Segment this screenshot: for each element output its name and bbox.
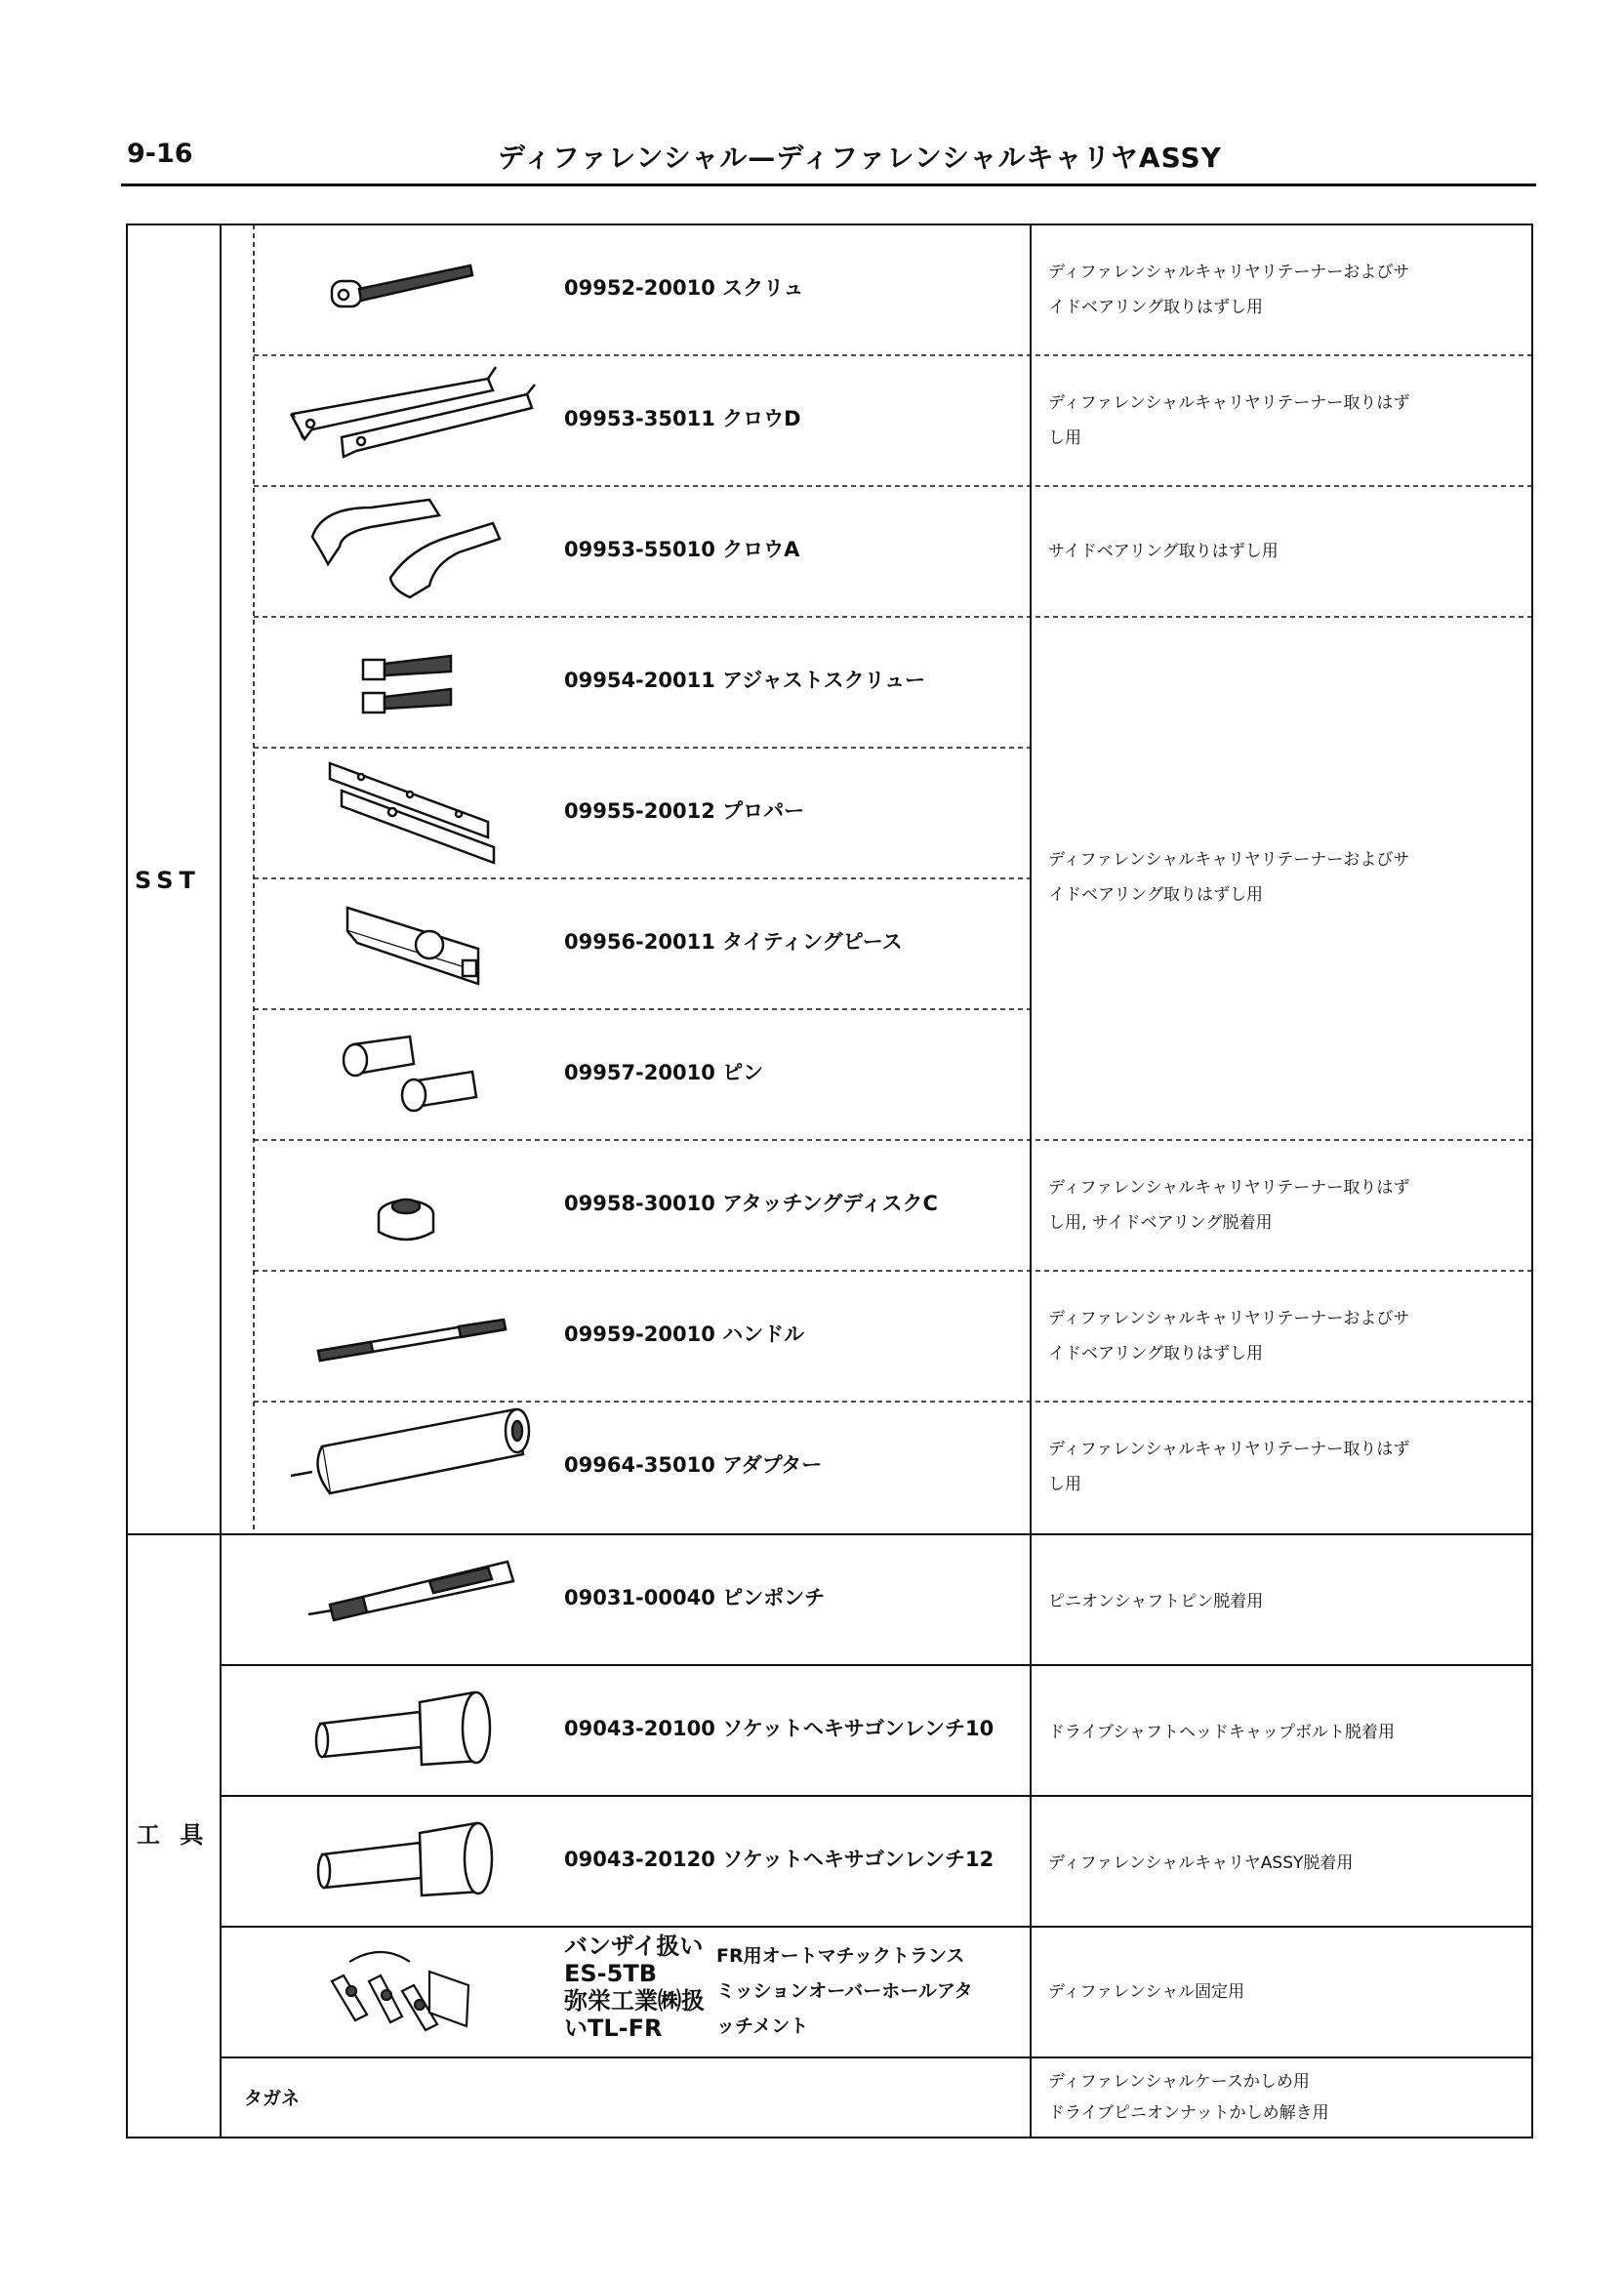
sst-code-6: 09957-20010 ピン: [564, 1061, 764, 1084]
sst-code-3: 09954-20011 アジャストスクリュー: [564, 669, 926, 692]
tightening-piece-icon: [347, 908, 478, 984]
socket-hex-wrench-icon-10: [316, 1692, 490, 1765]
pin-icon: [344, 1037, 476, 1111]
banzai-product-line2: ミッションオーバーホールアタ: [716, 1980, 973, 2002]
sst-code-9: 09964-35010 アダプター: [564, 1453, 823, 1477]
tool-code-1: 09043-20100 ソケットヘキサゴンレンチ10: [564, 1717, 995, 1740]
tool-desc-0: ピニオンシャフトピン脱着用: [1048, 1592, 1264, 1611]
sst-merged-desc-line1: ディファレンシャルキャリヤリテーナーおよびサ: [1048, 850, 1410, 870]
banzai-product-line1: FR用オートマチックトランス: [716, 1945, 965, 1967]
proper-bar-icon: [330, 763, 494, 863]
attaching-disc-icon: [379, 1200, 433, 1240]
tool-desc-1: ドライブシャフトヘッドキャップボルト脱着用: [1048, 1723, 1395, 1742]
sst-code-7: 09958-30010 アタッチングディスクC: [564, 1192, 938, 1215]
sst-code-0: 09952-20010 スクリュ: [564, 276, 804, 300]
sst-code-4: 09955-20012 プロパー: [564, 799, 805, 823]
page-number: 9-16: [127, 139, 193, 169]
sst-merged-desc-line2: イドベアリング取りはずし用: [1048, 885, 1263, 905]
sst-section-label: SST: [135, 867, 201, 894]
claw-a-icon: [312, 500, 500, 597]
sst-code-2: 09953-55010 クロウA: [564, 538, 800, 561]
sst-desc-1-line2: し用: [1048, 428, 1081, 448]
claw-d-icon: [291, 367, 535, 457]
banzai-name-line2: ES-5TB: [564, 1960, 658, 1987]
banzai-name-line1: バンザイ扱い: [564, 1933, 704, 1960]
adjust-screw-icon: [363, 656, 451, 712]
tagane-name: タガネ: [244, 2088, 301, 2109]
tool-code-0: 09031-00040 ピンポンチ: [564, 1586, 826, 1609]
overhaul-attachment-icon: [332, 1952, 468, 2030]
sst-desc-7-line1: ディファレンシャルキャリヤリテーナー取りはず: [1048, 1178, 1410, 1198]
sst-code-5: 09956-20011 タイティングピース: [564, 930, 903, 954]
sst-desc-0-line1: ディファレンシャルキャリヤリテーナーおよびサ: [1048, 263, 1410, 282]
adapter-icon: [291, 1409, 529, 1493]
socket-hex-wrench-icon-12: [318, 1823, 492, 1895]
tagane-desc-line1: ディファレンシャルケースかしめ用: [1048, 2072, 1310, 2092]
tool-desc-2: ディファレンシャルキャリヤASSY脱着用: [1048, 1853, 1354, 1873]
sst-desc-8-line1: ディファレンシャルキャリヤリテーナーおよびサ: [1048, 1309, 1410, 1328]
banzai-name-line3: 弥栄工業㈱扱: [564, 1987, 705, 2015]
sst-code-8: 09959-20010 ハンドル: [564, 1323, 805, 1346]
screw-icon: [332, 265, 472, 306]
sst-desc-0-line2: イドベアリング取りはずし用: [1048, 298, 1263, 317]
sst-desc-7-line2: し用, サイドベアリング脱着用: [1048, 1213, 1273, 1233]
page-title: ディファレンシャル—ディファレンシャルキャリヤASSY: [498, 142, 1222, 174]
sst-desc-9-line2: し用: [1048, 1475, 1081, 1494]
pin-punch-icon: [308, 1562, 513, 1620]
tagane-desc-line2: ドライブピニオンナットかしめ解き用: [1048, 2103, 1329, 2123]
banzai-product-line3: ッチメント: [716, 2015, 809, 2037]
banzai-name-line4: いTL-FR: [564, 2015, 663, 2042]
sst-desc-1-line1: ディファレンシャルキャリヤリテーナー取りはず: [1048, 393, 1410, 413]
sst-code-1: 09953-35011 クロウD: [564, 407, 801, 430]
banzai-desc: ディファレンシャル固定用: [1048, 1982, 1245, 2002]
tool-code-2: 09043-20120 ソケットヘキサゴンレンチ12: [564, 1848, 995, 1871]
tools-section-label: 工 具: [137, 1821, 210, 1849]
handle-icon: [318, 1320, 506, 1361]
sst-desc-8-line2: イドベアリング取りはずし用: [1048, 1344, 1263, 1364]
sst-desc-2: サイドベアリング取りはずし用: [1048, 542, 1279, 561]
sst-desc-9-line1: ディファレンシャルキャリヤリテーナー取りはず: [1048, 1440, 1410, 1459]
